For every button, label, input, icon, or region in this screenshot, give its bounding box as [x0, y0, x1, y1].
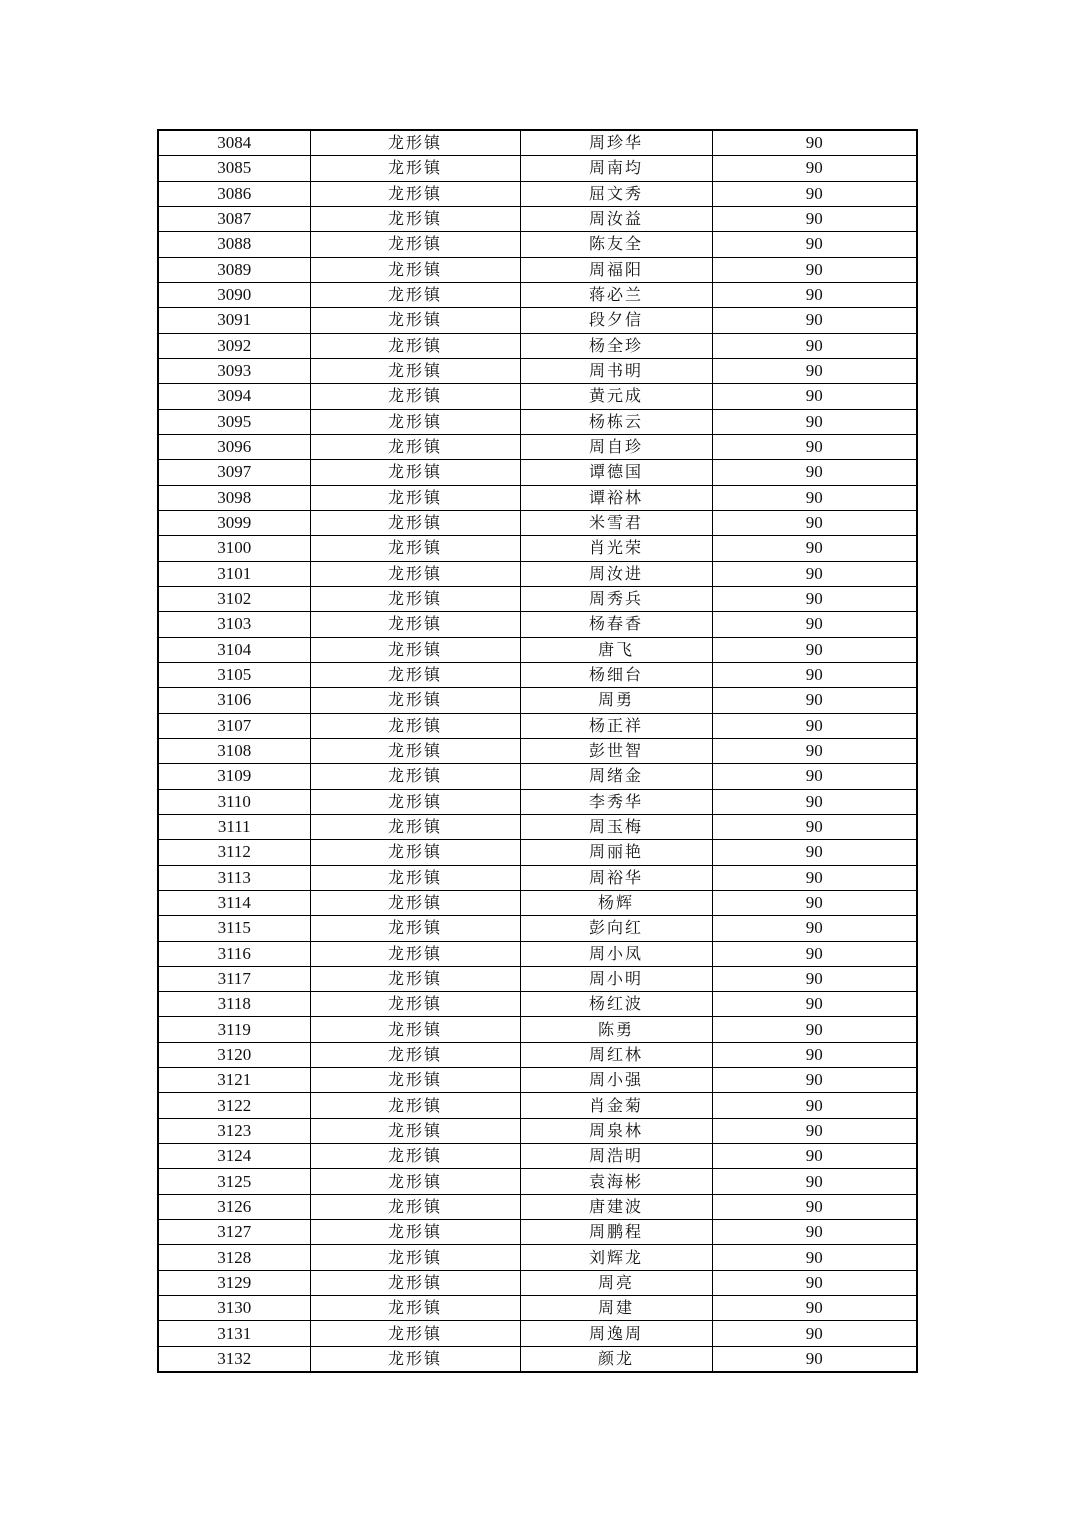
table-row: [158, 282, 917, 307]
person-name-cell: 周福阳: [520, 257, 712, 282]
town-cell: 龙形镇: [310, 510, 520, 535]
town-cell: 龙形镇: [310, 257, 520, 282]
table-row: [158, 485, 917, 510]
person-name-cell: 周浩明: [520, 1144, 712, 1169]
table-row: [158, 333, 917, 358]
amount-cell: 90: [712, 713, 917, 738]
table-row: [158, 460, 917, 485]
person-name-cell: 杨春香: [520, 612, 712, 637]
amount-cell: 90: [712, 434, 917, 459]
town-cell: 龙形镇: [310, 282, 520, 307]
table-row: [158, 916, 917, 941]
table-row: [158, 181, 917, 206]
serial-number-cell: 3122: [158, 1093, 310, 1118]
table-row: [158, 688, 917, 713]
town-cell: 龙形镇: [310, 232, 520, 257]
town-cell: 龙形镇: [310, 536, 520, 561]
table-row: [158, 384, 917, 409]
person-name-cell: 周泉林: [520, 1118, 712, 1143]
table-row: [158, 1346, 917, 1372]
table-row: [158, 764, 917, 789]
table-row: [158, 510, 917, 535]
serial-number-cell: 3117: [158, 966, 310, 991]
serial-number-cell: 3112: [158, 840, 310, 865]
serial-number-cell: 3093: [158, 358, 310, 383]
town-cell: 龙形镇: [310, 789, 520, 814]
table-row: [158, 586, 917, 611]
person-name-cell: 周逸周: [520, 1321, 712, 1346]
serial-number-cell: 3121: [158, 1068, 310, 1093]
amount-cell: 90: [712, 814, 917, 839]
serial-number-cell: 3091: [158, 308, 310, 333]
serial-number-cell: 3094: [158, 384, 310, 409]
table-row: [158, 561, 917, 586]
amount-cell: 90: [712, 1042, 917, 1067]
table-row: [158, 1270, 917, 1295]
amount-cell: 90: [712, 384, 917, 409]
town-cell: 龙形镇: [310, 1042, 520, 1067]
amount-cell: 90: [712, 1321, 917, 1346]
serial-number-cell: 3090: [158, 282, 310, 307]
person-name-cell: 杨正祥: [520, 713, 712, 738]
amount-cell: 90: [712, 1169, 917, 1194]
person-name-cell: 袁海彬: [520, 1169, 712, 1194]
table-row: [158, 1194, 917, 1219]
town-cell: 龙形镇: [310, 916, 520, 941]
table-row: [158, 358, 917, 383]
serial-number-cell: 3131: [158, 1321, 310, 1346]
town-cell: 龙形镇: [310, 1093, 520, 1118]
amount-cell: 90: [712, 1118, 917, 1143]
serial-number-cell: 3095: [158, 409, 310, 434]
amount-cell: 90: [712, 156, 917, 181]
town-cell: 龙形镇: [310, 1194, 520, 1219]
town-cell: 龙形镇: [310, 333, 520, 358]
person-name-cell: 黄元成: [520, 384, 712, 409]
serial-number-cell: 3109: [158, 764, 310, 789]
amount-cell: 90: [712, 789, 917, 814]
serial-number-cell: 3104: [158, 637, 310, 662]
table-row: [158, 206, 917, 231]
amount-cell: 90: [712, 257, 917, 282]
serial-number-cell: 3103: [158, 612, 310, 637]
amount-cell: 90: [712, 688, 917, 713]
town-cell: 龙形镇: [310, 738, 520, 763]
table-row: [158, 637, 917, 662]
serial-number-cell: 3124: [158, 1144, 310, 1169]
amount-cell: 90: [712, 1093, 917, 1118]
serial-number-cell: 3127: [158, 1220, 310, 1245]
serial-number-cell: 3098: [158, 485, 310, 510]
table-row: [158, 890, 917, 915]
person-name-cell: 周亮: [520, 1270, 712, 1295]
table-row: [158, 1118, 917, 1143]
table-row: [158, 966, 917, 991]
table-row: [158, 308, 917, 333]
serial-number-cell: 3125: [158, 1169, 310, 1194]
person-name-cell: 周汝进: [520, 561, 712, 586]
amount-cell: 90: [712, 916, 917, 941]
serial-number-cell: 3102: [158, 586, 310, 611]
town-cell: 龙形镇: [310, 814, 520, 839]
amount-cell: 90: [712, 764, 917, 789]
town-cell: 龙形镇: [310, 561, 520, 586]
person-name-cell: 周珍华: [520, 130, 712, 156]
amount-cell: 90: [712, 232, 917, 257]
table-row: [158, 1220, 917, 1245]
town-cell: 龙形镇: [310, 992, 520, 1017]
amount-cell: 90: [712, 206, 917, 231]
town-cell: 龙形镇: [310, 1017, 520, 1042]
table-row: [158, 156, 917, 181]
amount-cell: 90: [712, 966, 917, 991]
table-row: [158, 992, 917, 1017]
person-name-cell: 彭世智: [520, 738, 712, 763]
amount-cell: 90: [712, 409, 917, 434]
serial-number-cell: 3118: [158, 992, 310, 1017]
serial-number-cell: 3106: [158, 688, 310, 713]
amount-cell: 90: [712, 865, 917, 890]
person-name-cell: 杨辉: [520, 890, 712, 915]
town-cell: 龙形镇: [310, 890, 520, 915]
amount-cell: 90: [712, 637, 917, 662]
person-name-cell: 周建: [520, 1296, 712, 1321]
serial-number-cell: 3086: [158, 181, 310, 206]
amount-cell: 90: [712, 510, 917, 535]
table-row: [158, 738, 917, 763]
serial-number-cell: 3132: [158, 1346, 310, 1372]
serial-number-cell: 3128: [158, 1245, 310, 1270]
serial-number-cell: 3100: [158, 536, 310, 561]
amount-cell: 90: [712, 992, 917, 1017]
person-name-cell: 颜龙: [520, 1346, 712, 1372]
serial-number-cell: 3089: [158, 257, 310, 282]
town-cell: 龙形镇: [310, 156, 520, 181]
table-row: [158, 1144, 917, 1169]
person-name-cell: 周书明: [520, 358, 712, 383]
amount-cell: 90: [712, 333, 917, 358]
amount-cell: 90: [712, 536, 917, 561]
table-row: [158, 1042, 917, 1067]
town-cell: 龙形镇: [310, 1220, 520, 1245]
serial-number-cell: 3116: [158, 941, 310, 966]
town-cell: 龙形镇: [310, 586, 520, 611]
person-name-cell: 杨红波: [520, 992, 712, 1017]
serial-number-cell: 3087: [158, 206, 310, 231]
serial-number-cell: 3085: [158, 156, 310, 181]
table-row: [158, 1169, 917, 1194]
person-name-cell: 周绪金: [520, 764, 712, 789]
town-cell: 龙形镇: [310, 1346, 520, 1372]
amount-cell: 90: [712, 738, 917, 763]
amount-cell: 90: [712, 1346, 917, 1372]
table-row: [158, 130, 917, 156]
town-cell: 龙形镇: [310, 485, 520, 510]
table-row: [158, 662, 917, 687]
table-row: [158, 409, 917, 434]
person-name-cell: 屈文秀: [520, 181, 712, 206]
town-cell: 龙形镇: [310, 409, 520, 434]
amount-cell: 90: [712, 1296, 917, 1321]
table-row: [158, 1068, 917, 1093]
amount-cell: 90: [712, 586, 917, 611]
person-name-cell: 周小明: [520, 966, 712, 991]
amount-cell: 90: [712, 1144, 917, 1169]
table-row: [158, 232, 917, 257]
town-cell: 龙形镇: [310, 206, 520, 231]
table-row: [158, 1296, 917, 1321]
amount-cell: 90: [712, 561, 917, 586]
serial-number-cell: 3119: [158, 1017, 310, 1042]
serial-number-cell: 3096: [158, 434, 310, 459]
amount-cell: 90: [712, 485, 917, 510]
town-cell: 龙形镇: [310, 181, 520, 206]
person-name-cell: 杨全珍: [520, 333, 712, 358]
serial-number-cell: 3115: [158, 916, 310, 941]
person-name-cell: 彭向红: [520, 916, 712, 941]
serial-number-cell: 3105: [158, 662, 310, 687]
amount-cell: 90: [712, 1270, 917, 1295]
amount-cell: 90: [712, 358, 917, 383]
person-name-cell: 周玉梅: [520, 814, 712, 839]
table-row: [158, 1321, 917, 1346]
town-cell: 龙形镇: [310, 840, 520, 865]
town-cell: 龙形镇: [310, 1321, 520, 1346]
serial-number-cell: 3092: [158, 333, 310, 358]
amount-cell: 90: [712, 612, 917, 637]
person-name-cell: 肖金菊: [520, 1093, 712, 1118]
table-row: [158, 536, 917, 561]
person-name-cell: 陈勇: [520, 1017, 712, 1042]
person-name-cell: 陈友全: [520, 232, 712, 257]
town-cell: 龙形镇: [310, 1270, 520, 1295]
serial-number-cell: 3129: [158, 1270, 310, 1295]
serial-number-cell: 3130: [158, 1296, 310, 1321]
person-name-cell: 周汝益: [520, 206, 712, 231]
amount-cell: 90: [712, 181, 917, 206]
amount-cell: 90: [712, 890, 917, 915]
amount-cell: 90: [712, 1017, 917, 1042]
amount-cell: 90: [712, 130, 917, 156]
town-cell: 龙形镇: [310, 1245, 520, 1270]
roster-body: [158, 130, 917, 1372]
person-name-cell: 杨栋云: [520, 409, 712, 434]
town-cell: 龙形镇: [310, 662, 520, 687]
person-name-cell: 周南均: [520, 156, 712, 181]
serial-number-cell: 3084: [158, 130, 310, 156]
table-row: [158, 713, 917, 738]
table-row: [158, 789, 917, 814]
town-cell: 龙形镇: [310, 688, 520, 713]
serial-number-cell: 3114: [158, 890, 310, 915]
table-row: [158, 1245, 917, 1270]
town-cell: 龙形镇: [310, 966, 520, 991]
table-row: [158, 257, 917, 282]
table-row: [158, 1017, 917, 1042]
town-cell: 龙形镇: [310, 612, 520, 637]
town-cell: 龙形镇: [310, 713, 520, 738]
town-cell: 龙形镇: [310, 308, 520, 333]
table-row: [158, 612, 917, 637]
town-cell: 龙形镇: [310, 1068, 520, 1093]
person-name-cell: 周勇: [520, 688, 712, 713]
town-cell: 龙形镇: [310, 865, 520, 890]
person-name-cell: 肖光荣: [520, 536, 712, 561]
serial-number-cell: 3097: [158, 460, 310, 485]
roster-table: [157, 129, 918, 1373]
serial-number-cell: 3110: [158, 789, 310, 814]
person-name-cell: 周裕华: [520, 865, 712, 890]
town-cell: 龙形镇: [310, 637, 520, 662]
serial-number-cell: 3088: [158, 232, 310, 257]
table-row: [158, 941, 917, 966]
town-cell: 龙形镇: [310, 1296, 520, 1321]
town-cell: 龙形镇: [310, 460, 520, 485]
person-name-cell: 杨细台: [520, 662, 712, 687]
person-name-cell: 刘辉龙: [520, 1245, 712, 1270]
amount-cell: 90: [712, 1245, 917, 1270]
table-row: [158, 840, 917, 865]
town-cell: 龙形镇: [310, 1144, 520, 1169]
amount-cell: 90: [712, 1220, 917, 1245]
person-name-cell: 周红林: [520, 1042, 712, 1067]
person-name-cell: 周鹏程: [520, 1220, 712, 1245]
town-cell: 龙形镇: [310, 1169, 520, 1194]
person-name-cell: 周小强: [520, 1068, 712, 1093]
serial-number-cell: 3123: [158, 1118, 310, 1143]
person-name-cell: 周小凤: [520, 941, 712, 966]
serial-number-cell: 3113: [158, 865, 310, 890]
town-cell: 龙形镇: [310, 1118, 520, 1143]
table-row: [158, 434, 917, 459]
serial-number-cell: 3111: [158, 814, 310, 839]
amount-cell: 90: [712, 1194, 917, 1219]
person-name-cell: 李秀华: [520, 789, 712, 814]
person-name-cell: 唐建波: [520, 1194, 712, 1219]
serial-number-cell: 3108: [158, 738, 310, 763]
town-cell: 龙形镇: [310, 764, 520, 789]
person-name-cell: 唐飞: [520, 637, 712, 662]
person-name-cell: 周丽艳: [520, 840, 712, 865]
person-name-cell: 谭裕林: [520, 485, 712, 510]
town-cell: 龙形镇: [310, 384, 520, 409]
person-name-cell: 米雪君: [520, 510, 712, 535]
amount-cell: 90: [712, 662, 917, 687]
amount-cell: 90: [712, 308, 917, 333]
amount-cell: 90: [712, 840, 917, 865]
town-cell: 龙形镇: [310, 130, 520, 156]
table-row: [158, 814, 917, 839]
person-name-cell: 段夕信: [520, 308, 712, 333]
person-name-cell: 蒋必兰: [520, 282, 712, 307]
person-name-cell: 周秀兵: [520, 586, 712, 611]
table-row: [158, 1093, 917, 1118]
amount-cell: 90: [712, 941, 917, 966]
town-cell: 龙形镇: [310, 941, 520, 966]
town-cell: 龙形镇: [310, 358, 520, 383]
amount-cell: 90: [712, 1068, 917, 1093]
amount-cell: 90: [712, 460, 917, 485]
serial-number-cell: 3120: [158, 1042, 310, 1067]
serial-number-cell: 3101: [158, 561, 310, 586]
amount-cell: 90: [712, 282, 917, 307]
serial-number-cell: 3126: [158, 1194, 310, 1219]
person-name-cell: 谭德国: [520, 460, 712, 485]
serial-number-cell: 3099: [158, 510, 310, 535]
person-name-cell: 周自珍: [520, 434, 712, 459]
serial-number-cell: 3107: [158, 713, 310, 738]
table-row: [158, 865, 917, 890]
town-cell: 龙形镇: [310, 434, 520, 459]
